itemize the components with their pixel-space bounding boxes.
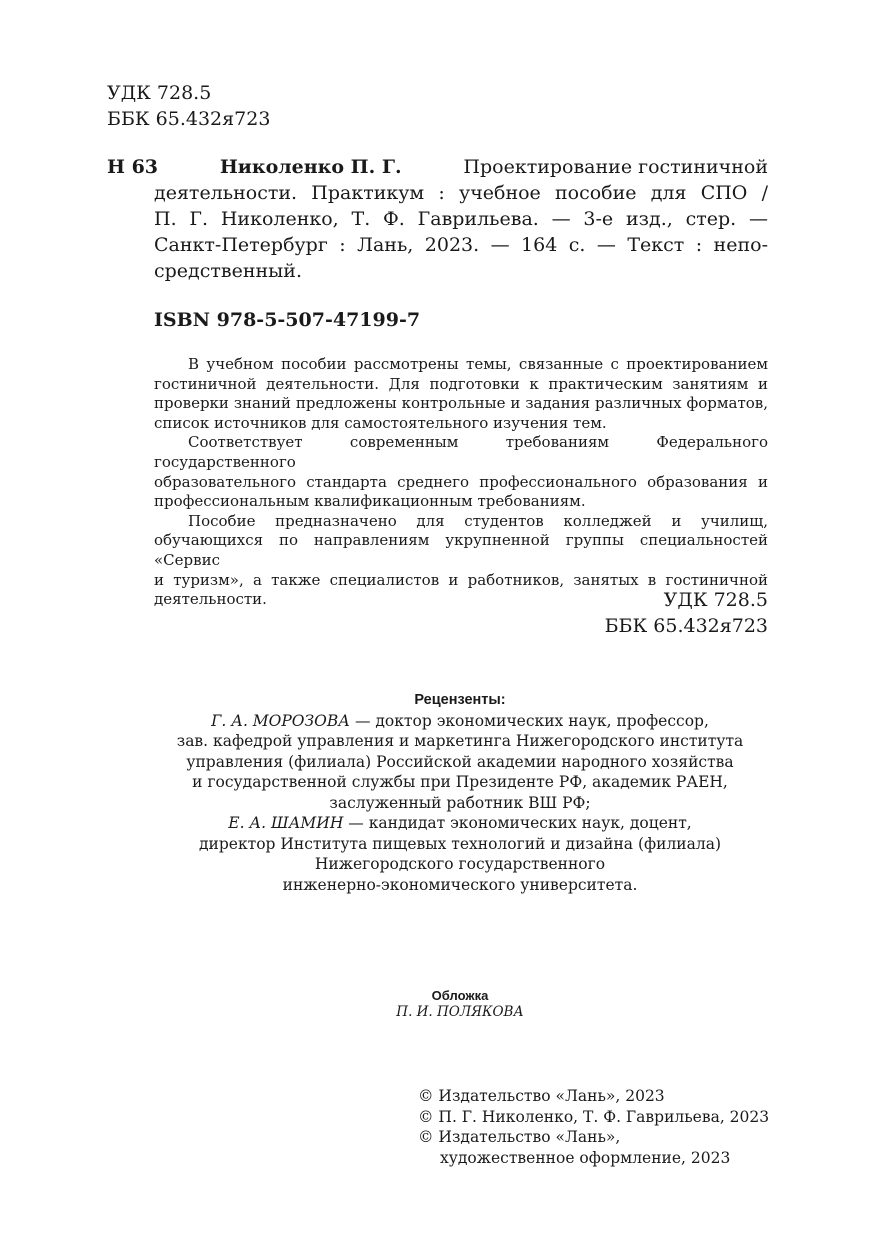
abstract-line: и туризм», а также специалистов и работников, занятых в гостиничной: [154, 570, 768, 589]
reviewer-2-degree: — кандидат экономических наук, доцент,: [343, 814, 692, 832]
bottom-udk: УДК 728.5: [663, 589, 768, 611]
reviewer-2-line-4: инженерно-экономического университета.: [282, 875, 638, 894]
top-bbk: ББК 65.432я723: [107, 108, 271, 130]
abstract-line: обучающихся по направлениям укрупненной группы специальностей «Сервис: [154, 531, 768, 569]
copyright-line-1: © Издательство «Лань», 2023: [418, 1087, 665, 1105]
copyright: [418, 1086, 769, 1168]
reviewer-2-line-2: директор Института пищевых технологий и дизайна (филиала): [198, 834, 722, 853]
reviewer-2-line-1: [130, 813, 790, 834]
reviewer-2-name: Е. А. ШАМИН: [228, 814, 344, 832]
bib-record: [107, 154, 768, 180]
abstract-line: деятельности.: [154, 590, 267, 609]
bib-line-1: [107, 154, 768, 180]
cover-credit: [360, 987, 560, 1021]
abstract-line: образовательного стандарта среднего профессионального образования и: [154, 472, 768, 491]
bib-title-start: Проектирование гостиничной: [463, 156, 768, 178]
abstract-line: проверки знаний предложены контрольные и задания различных форматов,: [154, 394, 768, 413]
reviewer-1-name: Г. А. МОРОЗОВА: [211, 711, 351, 730]
reviewer-1-line-1: [130, 711, 790, 732]
bottom-bbk: ББК 65.432я723: [604, 615, 768, 637]
abstract-line: профессиональным квалификационным требованиям.: [154, 492, 586, 511]
copyright-line-4: художественное оформление, 2023: [440, 1148, 731, 1167]
isbn: ISBN 978-5-507-47199-7: [154, 309, 421, 331]
bottom-codes: [520, 587, 768, 639]
abstract-line: В учебном пособии рассмотрены темы, связанные с проектированием: [188, 355, 768, 373]
abstract-line: Соответствует современным требованиям Федерального государственного: [154, 433, 768, 471]
cover-title: Обложка: [431, 988, 489, 1003]
abstract-line: список источников для самостоятельного изучения тем.: [154, 413, 607, 432]
reviewer-1-line-2: зав. кафедрой управления и маркетинга Нижегородского института: [176, 732, 744, 750]
reviewer-1-line-5: заслуженный работник ВШ РФ;: [329, 793, 591, 812]
top-codes: [107, 80, 270, 132]
abstract: [154, 355, 768, 610]
reviewers: [130, 690, 790, 895]
reviewer-1-line-4: и государственной службы при Президенте РФ, академик РАЕН,: [192, 773, 728, 791]
copyright-line-3: © Издательство «Лань»,: [418, 1128, 621, 1146]
reviewer-1-line-3: управления (филиала) Российской академии народного хозяйства: [186, 752, 734, 771]
top-udk: УДК 728.5: [107, 82, 212, 104]
bib-code: Н 63: [107, 156, 159, 178]
bib-record-cont: [154, 180, 768, 284]
reviewer-1-degree: — доктор экономических наук, профессор,: [350, 711, 709, 730]
copyright-line-2: © П. Г. Николенко, Т. Ф. Гаврильева, 2023: [418, 1107, 770, 1126]
abstract-line: Пособие предназначено для студентов колледжей и училищ,: [188, 511, 768, 530]
bib-line-2: деятельности. Практикум : учебное пособие для СПО /: [154, 182, 768, 204]
bib-author: Николенко П. Г.: [219, 156, 402, 178]
bib-line-3: П. Г. Николенко, Т. Ф. Гаврильева. — 3-е изд., стер. —: [154, 208, 768, 230]
reviewers-title: Рецензенты:: [414, 692, 506, 708]
bib-line-5: средственный.: [154, 260, 302, 282]
abstract-line: гостиничной деятельности. Для подготовки к практическим занятиям и: [154, 374, 768, 393]
cover-name: П. И. ПОЛЯКОВА: [396, 1004, 524, 1020]
reviewer-2-line-3: Нижегородского государственного: [314, 855, 606, 873]
bib-line-4: Санкт-Петербург : Лань, 2023. — 164 с. — Текст : непо-: [154, 234, 768, 256]
